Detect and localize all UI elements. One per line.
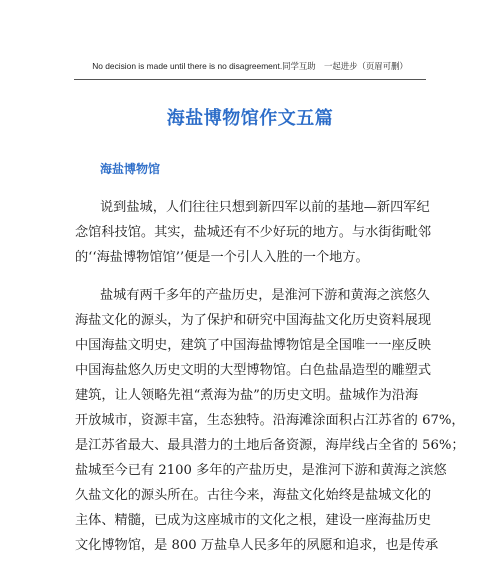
paragraph-line: 久盐文化的源头所在。古往今来，海盐文化始终是盐城文化的	[75, 488, 432, 503]
paragraph-line: 是江苏省最大、最具潜力的土地后备资源，海岸线占全省的 56%；	[75, 438, 465, 453]
paragraph-line: 中国海盐悠久历史文明的大型博物馆。白色盐晶造型的雕塑式	[75, 363, 432, 378]
paragraph-line: 的‘‘海盐博物馆馆’’便是一个引人入胜的一个地方。	[75, 250, 369, 265]
paragraph-line: 盐城有两千多年的产盐历史，是淮河下游和黄海之滨悠久	[100, 288, 430, 303]
header-divider	[74, 79, 426, 80]
paragraph-line: 海盐文化的源头，为了保护和研究中国海盐文化历史资料展现	[75, 313, 432, 328]
paragraph-line: 说到盐城，人们往往只想到新四军以前的基地—新四军纪	[100, 200, 430, 215]
paragraph-line: 开放城市，资源丰富，生态独特。沿海滩涂面积占江苏省的 67%，	[75, 413, 465, 428]
document-title: 海盐博物馆作文五篇	[166, 108, 334, 129]
paragraph-line: 念馆科技馆。其实，盐城还有不少好玩的地方。与水街街毗邻	[75, 225, 432, 240]
paragraph-line: 建筑，让人领略先祖“煮海为盐”的历史文明。盐城作为沿海	[75, 388, 419, 403]
paragraph-line: 主体、精髓，已成为这座城市的文化之根，建设一座海盐历史	[75, 513, 432, 528]
section-heading: 海盐博物馆	[100, 162, 161, 176]
page-header-text: No decision is made until there is no disagreement.同学互助 一起进步（页眉可删）	[92, 61, 408, 71]
paragraph-line: 盐城至今已有 2100 多年的产盐历史，是淮河下游和黄海之滨悠	[75, 463, 447, 478]
paragraph-line: 中国海盐文明史，建筑了中国海盐博物馆是全国唯一一座反映	[75, 338, 432, 353]
paragraph-line: 文化博物馆，是 800 万盐阜人民多年的夙愿和追求，也是传承	[75, 538, 439, 553]
